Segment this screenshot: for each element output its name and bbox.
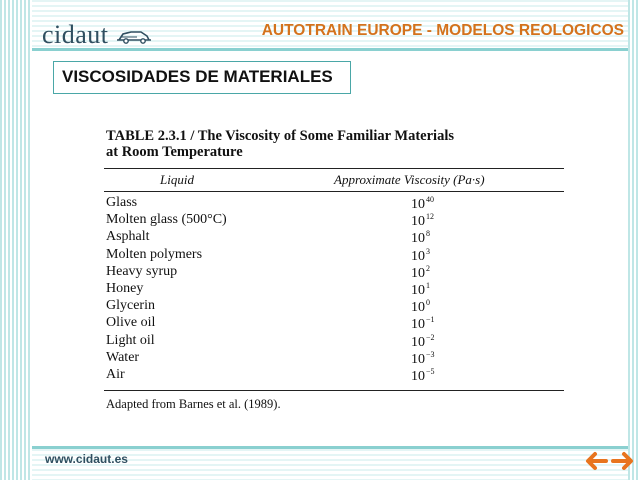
- header-title: AUTOTRAIN EUROPE - MODELOS REOLOGICOS: [261, 22, 624, 39]
- footer-url-link[interactable]: www.cidaut.es: [45, 452, 128, 466]
- slide-navigation: [584, 450, 636, 472]
- table-row: [98, 247, 568, 264]
- viscosity-value: $10^{-5}$: [411, 366, 435, 384]
- table-row: [98, 333, 568, 350]
- table-row: [98, 315, 568, 332]
- liquid-name: Glass: [106, 195, 138, 210]
- liquid-name: Olive oil: [106, 315, 156, 331]
- table-row: [98, 281, 568, 298]
- liquid-name: Air: [106, 366, 125, 382]
- table-row: [98, 298, 568, 315]
- liquid-name: Glycerin: [106, 298, 155, 314]
- cidaut-logo: cidaut: [42, 20, 109, 49]
- table-row: [98, 350, 568, 367]
- liquid-name: Molten glass (500°C): [106, 212, 227, 228]
- viscosity-value: $10^{-2}$: [411, 332, 435, 350]
- table-row: [98, 367, 568, 384]
- car-icon: [117, 28, 151, 44]
- header-divider: [32, 48, 628, 51]
- viscosity-value: $10^3$: [411, 246, 430, 264]
- table-row: [98, 195, 568, 212]
- viscosity-value: $10^2$: [411, 263, 430, 281]
- viscosity-value: $10^{-3}$: [411, 349, 435, 367]
- arrow-right-icon[interactable]: [611, 450, 635, 472]
- column-header-viscosity: Approximate Viscosity (Pa·s): [334, 172, 485, 187]
- left-stripes-decoration: [0, 0, 32, 480]
- viscosity-value: $10^0$: [411, 298, 430, 316]
- table-caption-line1: TABLE 2.3.1 / The Viscosity of Some Familiar Materials: [106, 128, 454, 144]
- table-body: [98, 195, 568, 384]
- table-bottom-rule: [104, 390, 564, 391]
- table-row: [98, 212, 568, 229]
- table-row: [98, 229, 568, 246]
- section-title: VISCOSIDADES DE MATERIALES: [62, 67, 333, 86]
- liquid-name: Water: [106, 349, 140, 365]
- liquid-name: Honey: [106, 280, 144, 296]
- table-row: [98, 264, 568, 281]
- table-header-rule: [104, 191, 564, 192]
- viscosity-value: $10^{12}$: [411, 212, 434, 230]
- table-footnote: Adapted from Barnes et al. (1989).: [106, 397, 281, 412]
- viscosity-value: $10^1$: [411, 280, 430, 298]
- liquid-name: Molten polymers: [106, 246, 203, 262]
- scanned-table: [98, 128, 568, 412]
- arrow-left-icon[interactable]: [584, 450, 608, 472]
- section-title-box: [53, 61, 351, 94]
- right-stripes-decoration: [628, 0, 640, 480]
- table-caption-line2: at Room Temperature: [106, 144, 243, 160]
- table-caption: [106, 128, 568, 160]
- viscosity-value: $10^{-1}$: [411, 315, 435, 333]
- column-header-liquid: Liquid: [160, 172, 194, 187]
- liquid-name: Asphalt: [106, 229, 150, 245]
- liquid-name: Heavy syrup: [106, 263, 178, 279]
- liquid-name: Light oil: [106, 332, 155, 348]
- table-header: [98, 169, 568, 191]
- viscosity-value: $10^{40}$: [411, 195, 434, 212]
- viscosity-value: $10^8$: [411, 229, 430, 247]
